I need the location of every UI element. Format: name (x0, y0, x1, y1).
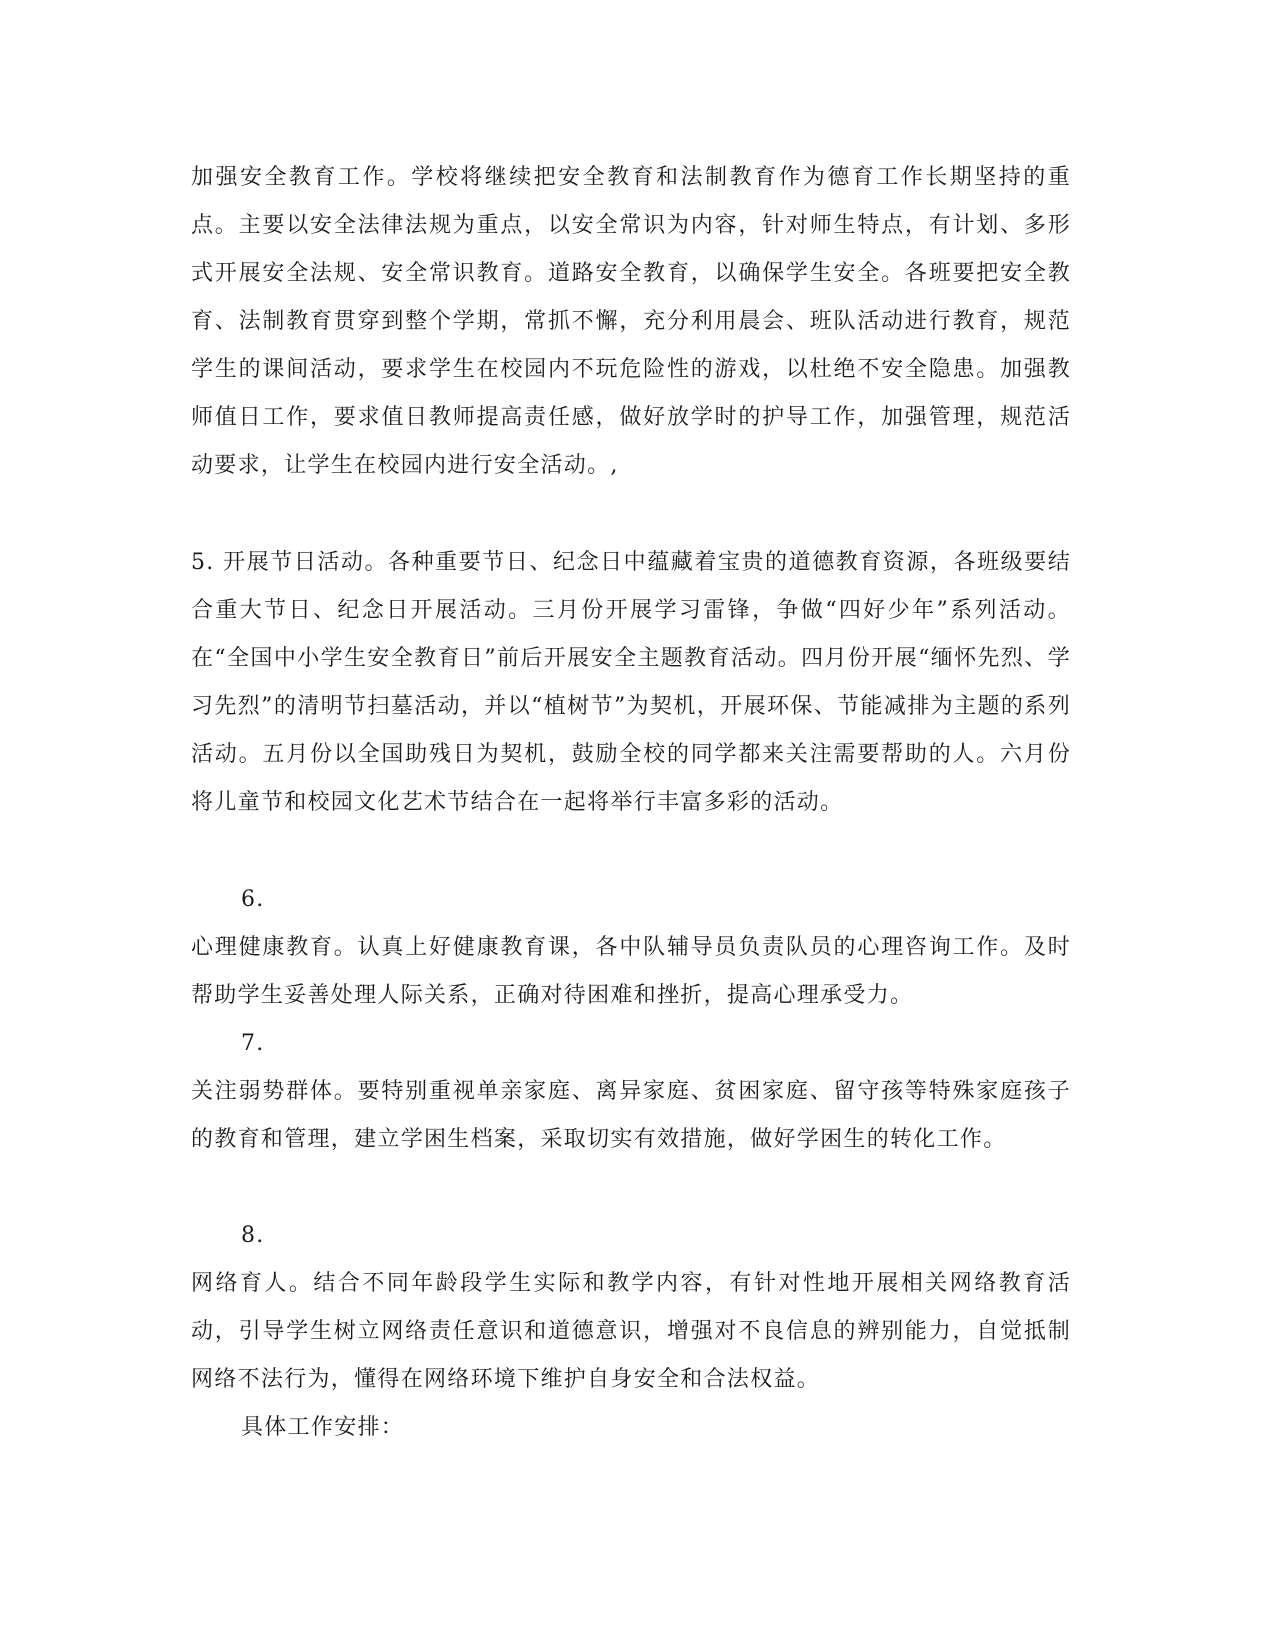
network-education-paragraph (191, 1260, 1071, 1404)
vulnerable-groups-paragraph (191, 1068, 1071, 1164)
item-7-number (191, 1020, 1071, 1068)
closing-text: 具体工作安排： (241, 1415, 405, 1440)
item-number: 6. (241, 887, 265, 912)
safety-education-paragraph (191, 154, 1071, 490)
item-number: 7. (241, 1031, 265, 1056)
paragraph-text: 5. 开展节日活动。各种重要节日、纪念日中蕴藏着宝贵的道德教育资源，各班级要结合重大节日、纪念日开展活动。三月份开展学习雷锋，争做“四好少年”系列活动。在“全国中小学生安全教育日”前后开展安全主题教育活动。四月份开展“缅怀先烈、学习先烈”的清明节扫墓活动，并以“植树节”为契机，开展环保、节能减排为主题的系列活动。五月份以全国助残日为契机，鼓励全校的同学都来关注需要帮助的人。六月份将儿童节和校园文化艺术节结合在一起将举行丰富多彩的活动。 (191, 550, 1071, 815)
paragraph-text: 心理健康教育。认真上好健康教育课，各中队辅导员负责队员的心理咨询工作。及时帮助学生妥善处理人际关系，正确对待困难和挫折，提高心理承受力。 (191, 935, 1071, 1008)
paragraph-text: 关注弱势群体。要特别重视单亲家庭、离异家庭、贫困家庭、留守孩等特殊家庭孩子的教育和管理，建立学困生档案，采取切实有效措施，做好学困生的转化工作。 (191, 1079, 1071, 1152)
mental-health-paragraph (191, 924, 1071, 1020)
item-number: 8. (241, 1223, 265, 1248)
paragraph-text: 网络育人。结合不同年龄段学生实际和教学内容，有针对性地开展相关网络教育活动，引导学生树立网络责任意识和道德意识，增强对不良信息的辨别能力，自觉抵制网络不法行为，懂得在网络环境下维护自身安全和合法权益。 (191, 1271, 1071, 1392)
item-8-number (191, 1212, 1071, 1260)
item-6-number (191, 876, 1071, 924)
work-arrangement-heading (191, 1404, 1071, 1452)
festival-activities-paragraph (191, 539, 1071, 827)
paragraph-text: 加强安全教育工作。学校将继续把安全教育和法制教育作为德育工作长期坚持的重点。主要以安全法律法规为重点，以安全常识为内容，针对师生特点，有计划、多形式开展安全法规、安全常识教育。道路安全教育，以确保学生安全。各班要把安全教育、法制教育贯穿到整个学期，常抓不懈，充分利用晨会、班队活动进行教育，规范学生的课间活动，要求学生在校园内不玩危险性的游戏，以杜绝不安全隐患。加强教师值日工作，要求值日教师提高责任感，做好放学时的护导工作，加强管理，规范活动要求，让学生在校园内进行安全活动。, (191, 165, 1071, 478)
